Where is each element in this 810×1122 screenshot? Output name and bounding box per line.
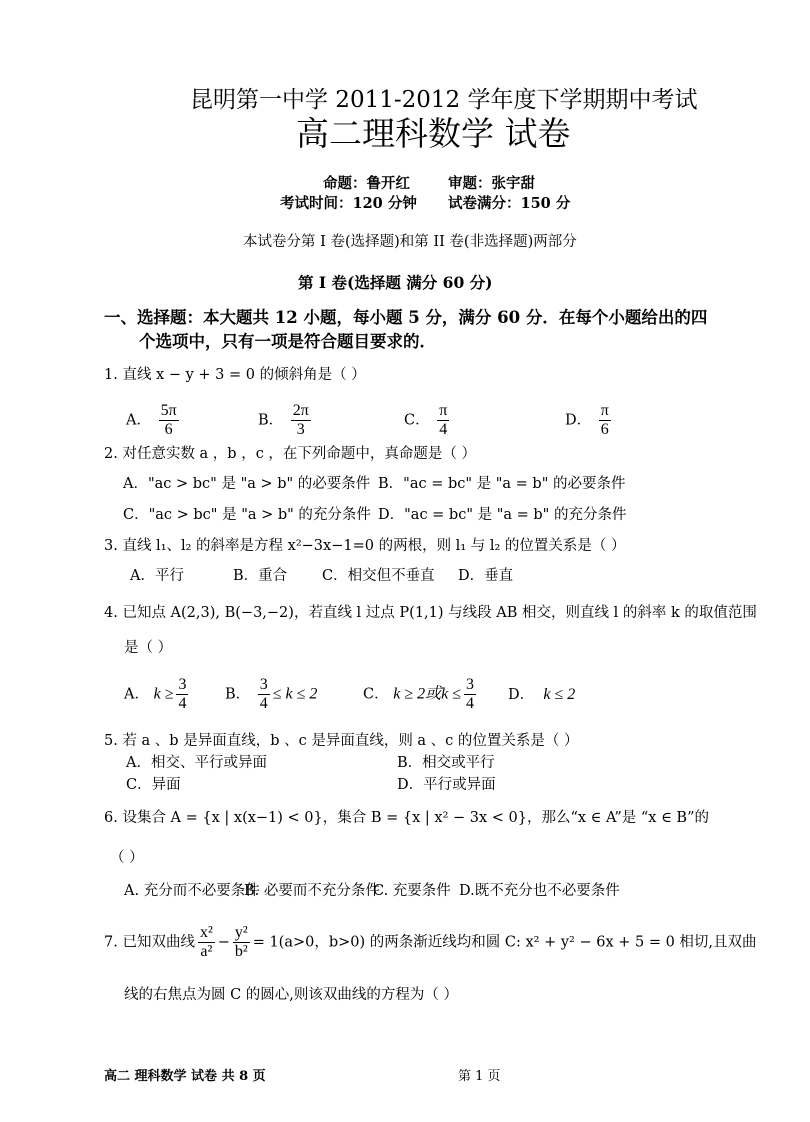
q3-option-d: D．垂直 xyxy=(458,568,514,584)
exam-title: 昆明第一中学 2011-2012 学年度下学期期中考试 xyxy=(190,87,698,113)
q5-option-d: D．平行或异面 xyxy=(397,777,496,793)
numerator: 3 xyxy=(259,676,268,693)
denominator: 4 xyxy=(178,695,187,712)
q2-option-b: B．"ac = bc" 是 "a = b" 的必要条件 xyxy=(378,476,626,492)
q5-option-c: C．异面 xyxy=(126,777,181,793)
question-2: 2. 对任意实数 a ，b ，c ，在下列命题中，真命题是（ ） xyxy=(104,446,477,462)
denominator: a² xyxy=(200,943,213,960)
denominator: 3 xyxy=(296,421,305,438)
option-label: D． xyxy=(565,412,592,429)
numerator: 3 xyxy=(178,676,187,693)
option-label: C． xyxy=(363,686,389,703)
q1-option-d xyxy=(565,402,614,439)
exam-subtitle: 高二理科数学 试卷 xyxy=(296,114,571,153)
denominator: 4 xyxy=(259,695,268,712)
fraction xyxy=(159,402,179,439)
numerator: 3 xyxy=(466,676,474,693)
question-4: 4. 已知点 A(2,3), B(−3,−2)，若直线 l 过点 P(1,1) 与线段 AB 相交，则直线 l 的斜率 k 的取值范围 xyxy=(104,605,757,621)
denominator: 4 xyxy=(439,421,448,438)
footer-page-number: 第 1 页 xyxy=(458,1069,501,1084)
stem-text: = 1(a>0，b>0) 的两条渐近线均和圆 C: x² + y² − 6x + 5 = 0 相切,且双曲 xyxy=(252,934,757,951)
denominator: 6 xyxy=(164,421,173,438)
author: 命题：鲁开红 xyxy=(323,175,410,192)
footer-left: 高二 理科数学 试卷 共 8 页 xyxy=(104,1069,266,1084)
option-label: A． xyxy=(124,686,149,703)
q3-option-a: A．平行 xyxy=(130,568,184,584)
stem-text: 7. 已知双曲线 xyxy=(104,934,195,951)
q1-option-a xyxy=(126,402,182,439)
option-label: C． xyxy=(404,412,430,429)
fraction xyxy=(258,676,270,713)
q5-option-a: A．相交、平行或异面 xyxy=(126,755,267,771)
reviewer: 审题：张宇甜 xyxy=(448,175,535,192)
exam-time: 考试时间：120 分钟 xyxy=(280,195,417,212)
numerator: π xyxy=(439,402,448,419)
denominator: 4 xyxy=(466,695,474,712)
q1-option-b xyxy=(258,402,314,439)
q6-option-d: D.既不充分也不必要条件 xyxy=(459,883,620,899)
q2-option-c: C．"ac > bc" 是 "a > b" 的充分条件 xyxy=(123,507,371,523)
section-heading: 一、选择题：本大题共 12 小题，每小题 5 分，满分 60 分．在每个小题给出的四 xyxy=(104,308,708,327)
q6-option-b: B. 必要而不充分条件 xyxy=(244,883,380,899)
option-label: B． xyxy=(258,412,284,429)
numerator: x² xyxy=(199,924,213,941)
q2-option-d: D．"ac = bc" 是 "a = b" 的充分条件 xyxy=(378,507,627,523)
question-4-cont: 是（ ） xyxy=(124,640,173,656)
question-7-cont: 线的右焦点为圆 C 的圆心,则该双曲线的方程为（ ） xyxy=(124,987,459,1003)
q5-option-b: B．相交或平行 xyxy=(397,755,495,771)
numerator: 2π xyxy=(292,402,309,419)
q2-option-a: A．"ac > bc" 是 "a > b" 的必要条件 xyxy=(123,476,371,492)
question-6: 6. 设集合 A = {x | x(x−1) < 0}，集合 B = {x | x² − 3x < 0}，那么“x ∈ A”是 “x ∈ B”的 xyxy=(104,810,709,826)
minus-sign: − xyxy=(217,934,230,951)
fraction xyxy=(464,676,476,713)
numerator: 5π xyxy=(160,402,177,419)
fraction xyxy=(176,676,188,713)
q6-option-a: A. 充分而不必要条件 xyxy=(124,883,260,899)
math: k ≤ 2 xyxy=(543,686,576,703)
denominator: b² xyxy=(234,943,248,960)
question-5: 5. 若 a 、b 是异面直线，b 、c 是异面直线，则 a 、c 的位置关系是（ ） xyxy=(104,733,579,749)
fraction xyxy=(198,924,215,961)
section-heading-cont: 个选项中，只有一项是符合题目要求的． xyxy=(139,332,436,351)
fraction xyxy=(437,402,449,439)
math: ≤ k ≤ 2 xyxy=(272,685,318,703)
fraction xyxy=(291,402,311,439)
intro: 本试卷分第 I 卷(选择题)和第 II 卷(非选择题)两部分 xyxy=(243,234,577,250)
q4-option-c xyxy=(363,676,479,713)
question-1: 1. 直线 x − y + 3 = 0 的倾斜角是（ ） xyxy=(104,367,366,383)
option-label: D． xyxy=(508,687,535,703)
question-7 xyxy=(104,924,757,961)
part-heading: 第 I 卷(选择题 满分 60 分) xyxy=(298,273,493,292)
numerator: π xyxy=(600,402,609,419)
q1-option-c xyxy=(404,402,452,439)
question-3: 3. 直线 l₁、l₂ 的斜率是方程 x²−3x−1=0 的两根，则 l₁ 与 l₂ 的位置关系是（ ） xyxy=(104,538,626,554)
option-label: A． xyxy=(126,412,151,429)
numerator: y² xyxy=(234,924,248,941)
q3-option-b: B．重合 xyxy=(233,568,288,584)
option-label: B． xyxy=(225,686,251,703)
denominator: 6 xyxy=(600,421,609,438)
q3-option-c: C．相交但不垂直 xyxy=(322,568,435,584)
q6-option-c: C. 充要条件 xyxy=(373,883,451,899)
math: k ≥ 2或k ≤ xyxy=(393,685,461,703)
fraction xyxy=(233,924,250,961)
q4-option-b xyxy=(225,676,317,713)
fraction xyxy=(599,402,611,439)
math: k ≥ xyxy=(153,685,174,703)
q4-option-a xyxy=(124,676,191,713)
q4-option-d xyxy=(508,685,575,705)
full-score: 试卷满分：150 分 xyxy=(448,195,571,212)
question-6-cont: （ ） xyxy=(110,850,144,866)
